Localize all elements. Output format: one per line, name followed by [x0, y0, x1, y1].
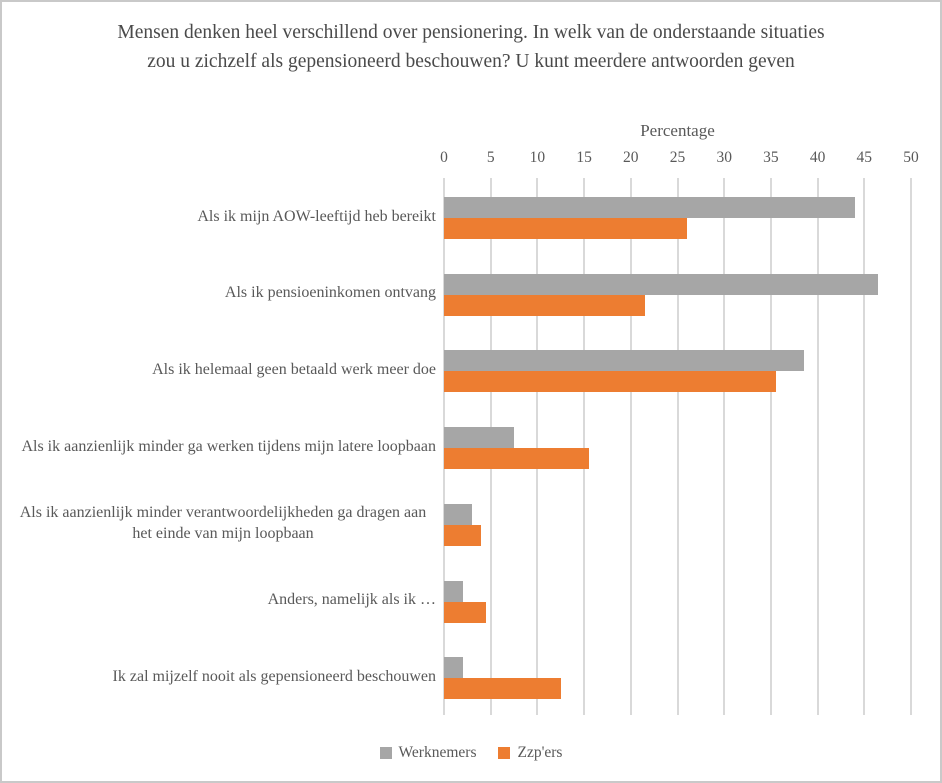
x-tick-label: 35: [763, 149, 779, 166]
bar-werknemers: [444, 197, 855, 218]
x-tick-label: 15: [576, 149, 592, 166]
category-label-text: Als ik mijn AOW-leeftijd heb bereikt: [197, 207, 436, 225]
category-label-text: Als ik helemaal geen betaald werk meer doe: [152, 360, 436, 378]
category-label: [10, 255, 436, 332]
bar-group: [444, 408, 911, 485]
category-label: [10, 638, 436, 715]
bar-zzp-ers: [444, 295, 645, 316]
category-label: [10, 408, 436, 485]
bar-group: [444, 638, 911, 715]
bar-group: [444, 331, 911, 408]
bar-werknemers: [444, 274, 878, 295]
bar-werknemers: [444, 427, 514, 448]
category-label: [10, 331, 436, 408]
category-label-text: Ik zal mijzelf nooit als gepensioneerd beschouwen: [112, 667, 436, 685]
bar-zzp-ers: [444, 448, 589, 469]
x-axis-tick-row: [440, 149, 919, 169]
legend-entry: [498, 744, 562, 762]
legend-swatch-icon: [498, 747, 510, 759]
x-tick-label: 40: [809, 149, 826, 166]
x-tick-label: 50: [903, 149, 919, 166]
legend-label: Zzp'ers: [517, 744, 563, 761]
bar-werknemers: [444, 581, 463, 602]
bar-werknemers: [444, 350, 804, 371]
bar-zzp-ers: [444, 525, 481, 546]
bar-group: [444, 562, 911, 639]
category-label-text: Als ik pensioeninkomen ontvang: [224, 284, 436, 302]
x-tick-label: 10: [529, 149, 546, 166]
x-tick-label: 20: [623, 149, 639, 166]
x-tick-label: 5: [486, 149, 495, 166]
chart-title: Mensen denken heel verschillend over pensionering. In welk van de onderstaande situaties zou u zichzelf als gepensioneerd beschouwen? U kunt meerdere antwoorden geven: [117, 22, 825, 73]
bar-werknemers: [444, 504, 472, 525]
category-axis-labels: [10, 178, 436, 715]
bar-zzp-ers: [444, 371, 776, 392]
bar-zzp-ers: [444, 678, 561, 699]
plot-area: [444, 178, 911, 715]
category-label: [10, 485, 436, 562]
category-label: [10, 178, 436, 255]
x-tick-label: 25: [669, 149, 686, 166]
category-label-text: Als ik aanzienlijk minder verantwoordelijkheden ga dragen aan het einde van mijn loopbaan: [19, 503, 427, 543]
bar-group: [444, 485, 911, 562]
category-label-text: Anders, namelijk als ik …: [267, 591, 436, 609]
bar-werknemers: [444, 657, 463, 678]
x-axis-title: Percentage: [640, 121, 715, 140]
x-tick-label: 0: [440, 149, 448, 166]
bar-group: [444, 178, 911, 255]
legend-label: Werknemers: [398, 744, 477, 761]
bar-group: [444, 255, 911, 332]
x-tick-label: 30: [716, 149, 732, 166]
bar-zzp-ers: [444, 218, 687, 239]
category-label-text: Als ik aanzienlijk minder ga werken tijdens mijn latere loopbaan: [21, 437, 436, 455]
bar-zzp-ers: [444, 602, 486, 623]
legend: [2, 744, 940, 762]
legend-swatch-icon: [380, 747, 392, 759]
legend-entry: [380, 744, 477, 762]
x-tick-label: 45: [856, 149, 873, 166]
category-label: [10, 562, 436, 639]
